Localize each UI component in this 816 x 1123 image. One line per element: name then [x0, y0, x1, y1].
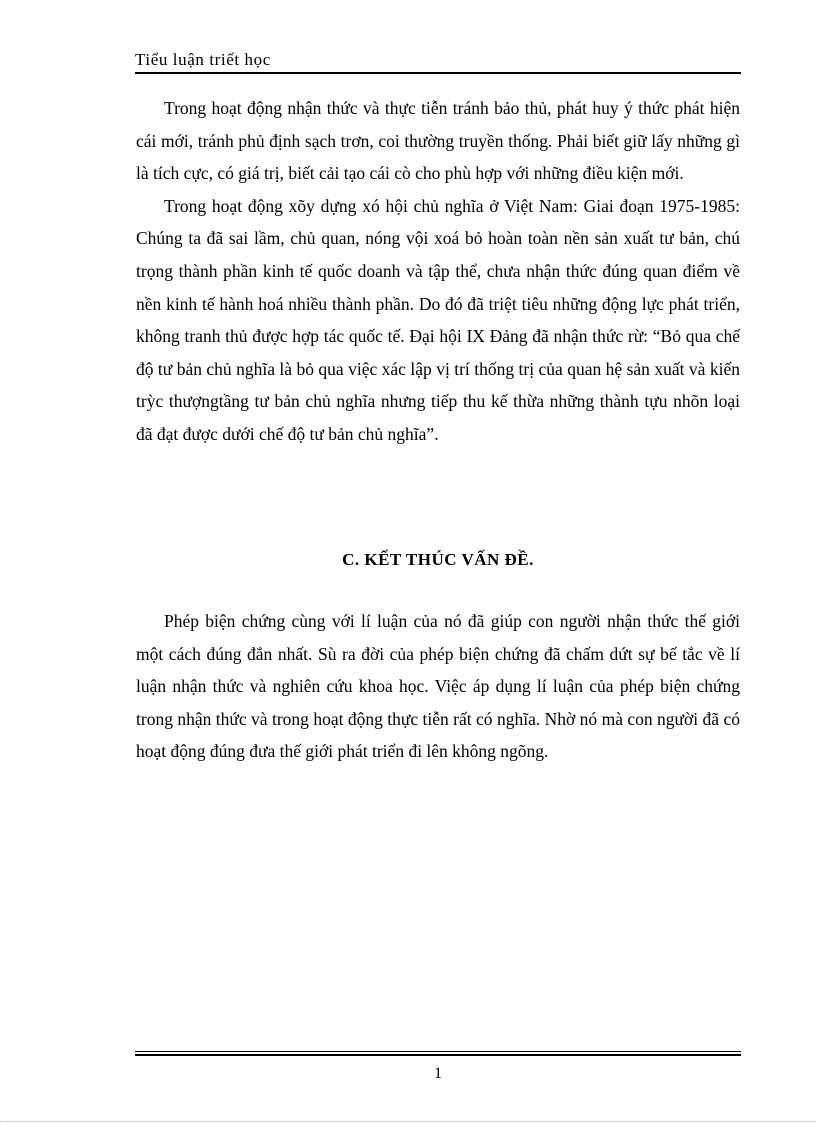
paragraph: Trong hoạt động nhận thức và thực tiễn tránh bảo thủ, phát huy ý thức phát hiện cái mới, tránh phủ định sạch trơn, coi thường truyền thống. Phải biết giữ lấy những gì là tích cực, có giá trị, biết cải tạo cái cò cho phù hợp với những điều kiện mới.: [136, 98, 740, 184]
section-heading: C. KẾT THÚC VẤN ĐỀ.: [342, 550, 534, 569]
section-c-body: [136, 605, 740, 768]
page-number: 1: [434, 1065, 442, 1082]
footer-rule: [135, 1054, 741, 1056]
section-b-body: [136, 92, 740, 451]
page-edge-divider: [0, 1121, 816, 1122]
paragraph: Trong hoạt động xõy dựng xó hội chủ nghĩa ở Việt Nam: Giai đoạn 1975-1985: Chúng ta đã sai lầm, chủ quan, nóng vội xoá bỏ hoàn toàn nền sản xuất tư bản, chú trọng thành phần kinh tế quốc doanh và tập thể, chưa nhận thức đúng quan điểm về nền kinh tế hành hoá nhiều thành phần. Do đó đã triệt tiêu những động lực phát triển, không tranh thủ được hợp tác quốc tế. Đại hội IX Đảng đã nhận thức rừ: “Bỏ qua chế độ tư bản chủ nghĩa là bỏ qua việc xác lập vị trí thống trị của quan hệ sản xuất và kiến trỳc thượngtầng tư bản chủ nghĩa nhưng tiếp thu kế thừa những thành tựu nhõn loại đã đạt được dưới chế độ tư bản chủ nghĩa”.: [136, 195, 740, 444]
paragraph: Phép biện chứng cùng với lí luận của nó đã giúp con người nhận thức thế giới một cách đúng đắn nhất. Sù ra đời của phép biện chứng đã chấm dứt sự bế tắc về lí luận nhận thức và nghiên cứu khoa học. Việc áp dụng lí luận của phép biện chứng trong nhận thức và trong hoạt động thực tiễn rất có nghĩa. Nhờ nó mà con người đã có hoạt động đúng đưa thế giới phát triển đi lên không ngõng.: [136, 611, 740, 762]
header-title: Tiểu luận triết học: [135, 50, 271, 69]
footer-rule: [135, 1051, 741, 1052]
page-header: [135, 50, 741, 74]
